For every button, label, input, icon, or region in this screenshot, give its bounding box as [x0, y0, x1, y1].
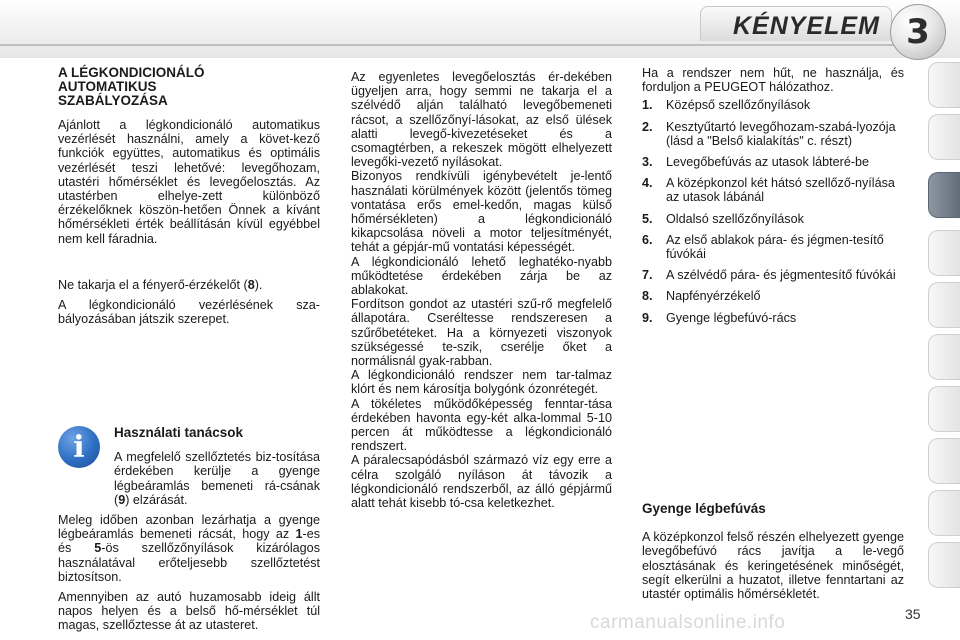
- side-tab-5[interactable]: [928, 282, 960, 328]
- info-icon: i: [58, 426, 100, 468]
- list-item: 5. Oldalsó szellőzőnyílások: [642, 211, 804, 226]
- tips-paragraph-1-lead: A megfelelő szellőztetés biz-tosítása érdekében kerülje a gyenge légbeáramlás bemeneti rá-csának (9) elzárását.: [114, 450, 320, 507]
- tips-box: [58, 426, 320, 639]
- side-tab-4[interactable]: [928, 230, 960, 276]
- side-tab-9[interactable]: [928, 490, 960, 536]
- low-airflow-paragraph: A középkonzol felső részén elhelyezett gyenge levegőbefúvó rács javítja a le-vegő elosztásának és keringetésének minőségét, segít elkerülni a huzatot, illetve fenntartani az utastér optimális hőmérsékletét.: [642, 530, 904, 602]
- side-tab-6[interactable]: [928, 334, 960, 380]
- tips-paragraph-3: Amennyiben az autó huzamosabb ideig állt napos helyen és a belső hő-mérséklet túl magas, szellőztesse át az utasteret.: [58, 590, 320, 633]
- side-tab-1[interactable]: [928, 62, 960, 108]
- ref-number: 8: [247, 277, 255, 292]
- watermark: carmanualsonline.info: [590, 612, 786, 633]
- tips-title: Használati tanácsok: [114, 425, 244, 440]
- side-tab-8[interactable]: [928, 438, 960, 484]
- list-item: 7. A szélvédő pára- és jégmentesítő fúvókái: [642, 268, 896, 283]
- page-number: 35: [905, 606, 921, 622]
- list-item: 1. Középső szellőzőnyílások: [642, 98, 811, 113]
- list-item: 2. Kesztyűtartó levegőhozam-szabá-lyozója (lásd a "Belső kialakítás" c. részt): [642, 119, 896, 148]
- middle-paragraph-4: Fordítson gondot az utastéri szű-rő megfelelő állapotára. Cseréltesse rendszeresen a szűrőbetéteket. Ha a környezeti viszonyok szükségessé te-szik, cserélje őket a normálisnál gyak-rabban.: [351, 297, 612, 369]
- middle-column: [351, 70, 612, 510]
- right-intro: Ha a rendszer nem hűt, ne használja, és forduljon a PEUGEOT hálózathoz.: [642, 66, 904, 95]
- middle-paragraph-1: Az egyenletes levegőelosztás ér-dekében ügyeljen arra, hogy semmi ne takarja el a szélvédő alján található levegőbemeneti rácsot, a szellőzőnyí-lásokat, az első ülések alatti levegő-kivezetéseket és a csomagtérben, a rekeszek mögött elhelyezett levegőki-vezető nyílásokat.: [351, 70, 612, 170]
- chapter-title: KÉNYELEM: [733, 12, 880, 40]
- header-rule: [0, 44, 900, 46]
- list-item: 6. Az első ablakok pára- és jégmen-tesítő fúvókái: [642, 232, 884, 262]
- left-column: [58, 66, 320, 332]
- middle-paragraph-5: A légkondicionáló rendszer nem tar-talmaz klórt és nem károsítja bolygónk ózonrétegét.: [351, 368, 612, 397]
- chapter-number: 3: [906, 12, 930, 52]
- side-tab-2[interactable]: [928, 114, 960, 160]
- middle-paragraph-2: Bizonyos rendkívüli igénybevételt je-lentő használati körülmények között (jelentős tömeg vontatása erős emel-kedőn, magas külső hőmérsékleten) a légkondicionáló kikapcsolása növeli a motor teljesítményét, tehát a gépjár-mű vontatási képességét.: [351, 169, 612, 255]
- ref-number: 5: [94, 541, 102, 556]
- tips-paragraph-2: Meleg időben azonban lezárhatja a gyenge légbeáramlás bemeneti rácsát, hogy az 1-es és 5-ös szellőzőnyílások kizárólagos használatával erőteljesebb szellőztetést biztosítson.: [58, 513, 320, 584]
- list-item: 3. Levegőbefúvás az utasok lábteré-be: [642, 155, 870, 170]
- list-item: 8. Napfényérzékelő: [642, 289, 761, 304]
- low-airflow-heading: Gyenge légbefúvás: [642, 501, 766, 516]
- intro-paragraph: Ajánlott a légkondicionáló automatikus vezérlését használni, amely a követ-kező funkciók együttes, automatikus és optimális vezérlését teszi lehetővé: levegőhozam, utastéri hőmérséklet és levegőelosztás. Az utastérben elhelye-zett különböző érzékelőknek köszön-hetően Önnek a kívánt hőmérsékleti érték beállításán kívül egyébbel nem kell fáradnia.: [58, 118, 320, 246]
- sensor-note: Ne takarja el a fényerő-érzékelőt (8).: [58, 277, 263, 292]
- list-item: 4. A középkonzol két hátsó szellőző-nyílása az utasok lábánál: [642, 176, 895, 205]
- side-tab-10[interactable]: [928, 542, 960, 588]
- vent-legend-list: [642, 98, 904, 324]
- sensor-role-paragraph: A légkondicionáló vezérlésének sza-bályozásában játszik szerepet.: [58, 298, 320, 327]
- side-tab-7[interactable]: [928, 386, 960, 432]
- chapter-number-badge: [890, 4, 946, 60]
- list-item: 9. Gyenge légbefúvó-rács: [642, 310, 797, 325]
- middle-paragraph-3: A légkondicionáló lehető leghatéko-nyabb működtetése érdekében zárja be az ablakokat.: [351, 254, 612, 298]
- ref-number: 9: [118, 492, 126, 507]
- section-heading: A LÉGKONDICIONÁLÓ AUTOMATIKUS SZABÁLYOZÁSA: [58, 65, 205, 108]
- low-airflow-section: [642, 502, 904, 607]
- ref-number: 1: [295, 527, 303, 542]
- middle-paragraph-7: A páralecsapódásból származó víz egy erre a célra szolgáló nyíláson át távozik a légkondicionáló rendszerből, az álló gépjármű alatt tehát kisebb tó-csa keletkezhet.: [351, 453, 612, 511]
- right-column: [642, 66, 904, 332]
- middle-paragraph-6: A tökéletes működőképesség fenntar-tása érdekében havonta egy-két alka-lommal 5-10 percen át működtesse a légkondicionáló rendszert.: [351, 396, 612, 454]
- side-tab-3-active[interactable]: [928, 172, 960, 218]
